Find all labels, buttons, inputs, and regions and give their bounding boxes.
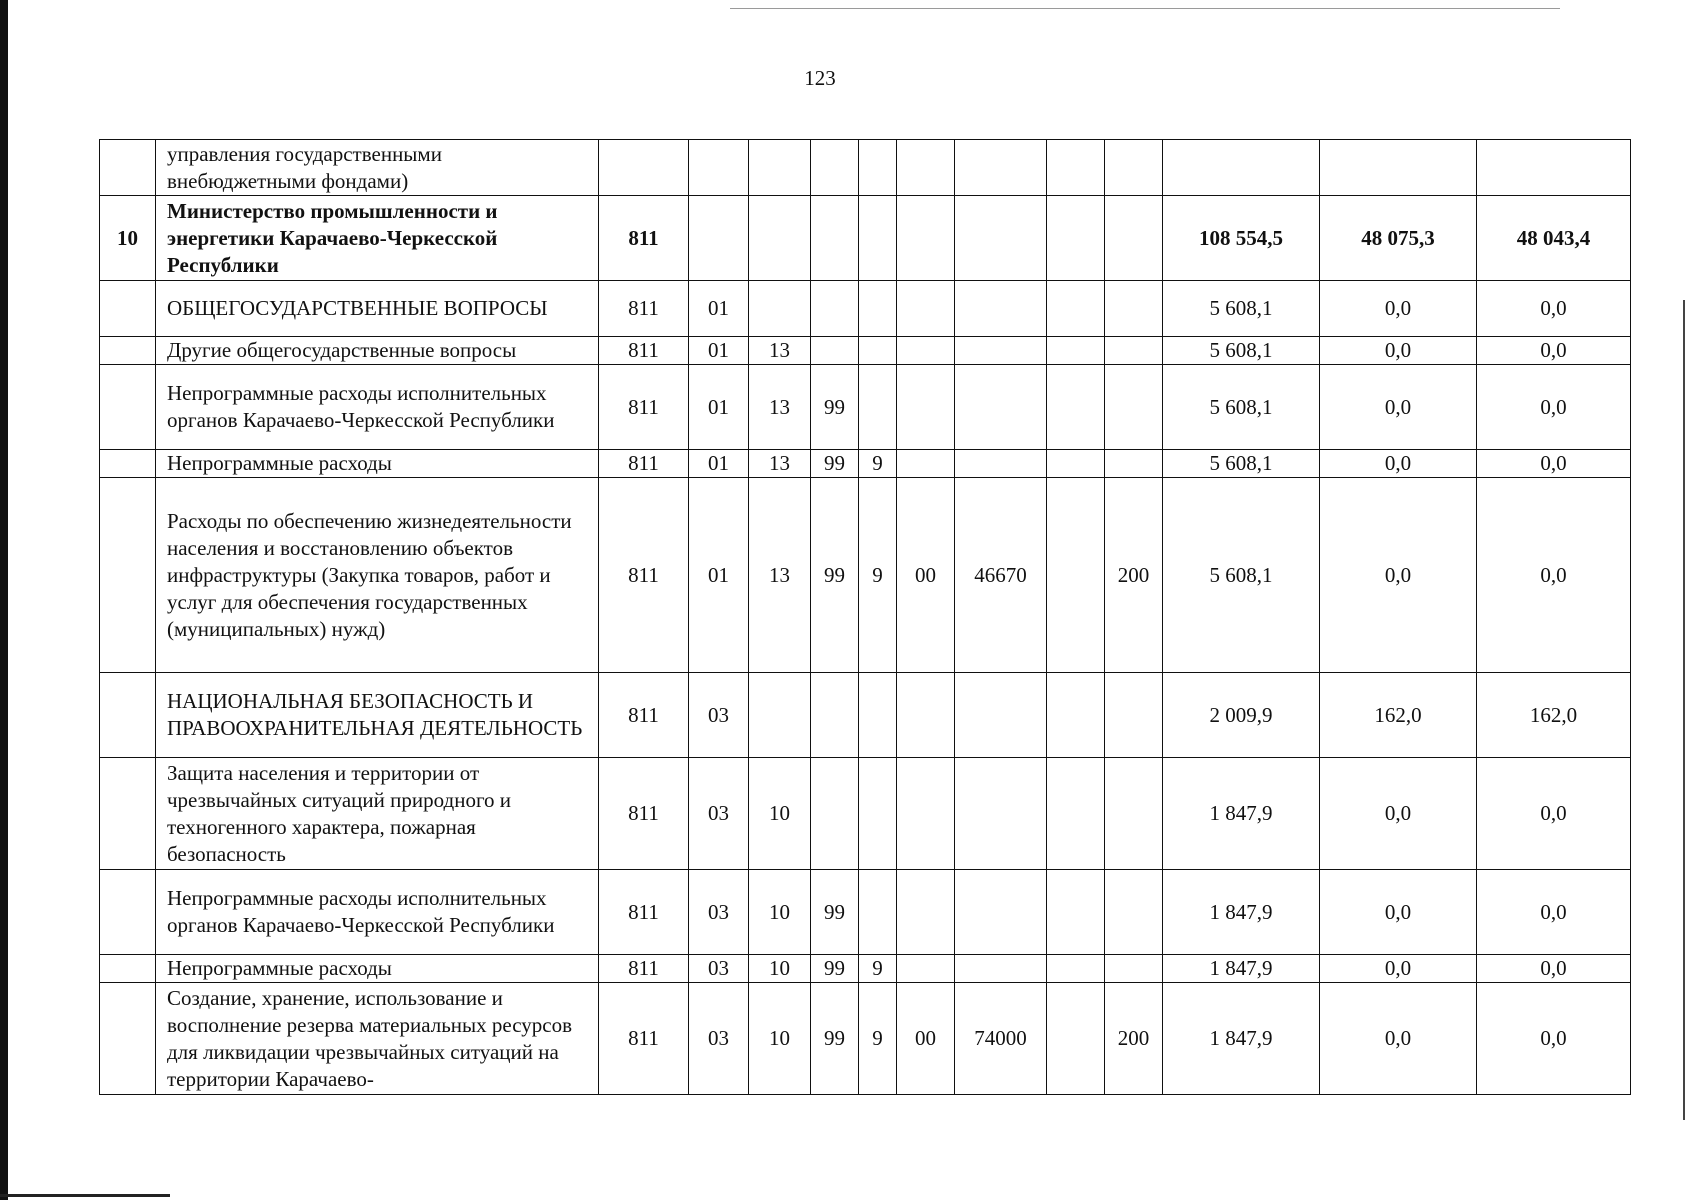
expense-type-cell <box>1105 870 1163 955</box>
code-cell: 811 <box>599 955 689 983</box>
subprogram-cell: 9 <box>859 478 897 673</box>
section-cell <box>689 140 749 196</box>
code-cell: 811 <box>599 983 689 1095</box>
extra-code-cell <box>1047 478 1105 673</box>
code-cell: 811 <box>599 478 689 673</box>
amount-year1-cell: 1 847,9 <box>1163 955 1320 983</box>
subprogram-cell <box>859 196 897 281</box>
row-name-cell: Расходы по обеспечению жизнедеятельности населения и восстановлению объектов инфраструктуры (Закупка товаров, работ и услуг для обеспечения государственных (муниципальных) нужд) <box>156 478 599 673</box>
target-item-cell <box>955 365 1047 450</box>
code-cell: 811 <box>599 450 689 478</box>
subprogram-cell <box>859 758 897 870</box>
row-name-cell: Непрограммные расходы исполнительных органов Карачаево-Черкесской Республики <box>156 365 599 450</box>
subsection-cell: 13 <box>749 365 811 450</box>
extra-code-cell <box>1047 281 1105 337</box>
program-cell: 99 <box>811 983 859 1095</box>
direction-cell <box>897 281 955 337</box>
section-cell: 03 <box>689 983 749 1095</box>
expense-type-cell <box>1105 758 1163 870</box>
expense-type-cell <box>1105 281 1163 337</box>
code-cell: 811 <box>599 758 689 870</box>
extra-code-cell <box>1047 140 1105 196</box>
row-number-cell <box>100 365 156 450</box>
row-number-cell <box>100 870 156 955</box>
amount-year2-cell: 0,0 <box>1320 983 1477 1095</box>
amount-year1-cell: 5 608,1 <box>1163 281 1320 337</box>
row-number-cell <box>100 983 156 1095</box>
program-cell: 99 <box>811 478 859 673</box>
amount-year1-cell: 1 847,9 <box>1163 870 1320 955</box>
direction-cell <box>897 196 955 281</box>
table-row <box>100 140 1631 196</box>
table-row <box>100 673 1631 758</box>
amount-year3-cell: 0,0 <box>1477 337 1631 365</box>
row-number-cell <box>100 140 156 196</box>
expense-type-cell: 200 <box>1105 478 1163 673</box>
amount-year2-cell: 0,0 <box>1320 365 1477 450</box>
table-row <box>100 337 1631 365</box>
subprogram-cell <box>859 337 897 365</box>
extra-code-cell <box>1047 196 1105 281</box>
code-cell: 811 <box>599 365 689 450</box>
row-number-cell <box>100 478 156 673</box>
row-number-cell <box>100 758 156 870</box>
expense-type-cell: 200 <box>1105 983 1163 1095</box>
target-item-cell <box>955 758 1047 870</box>
row-name-cell: Защита населения и территории от чрезвычайных ситуаций природного и техногенного характера, пожарная безопасность <box>156 758 599 870</box>
row-number-cell <box>100 955 156 983</box>
section-cell: 01 <box>689 478 749 673</box>
amount-year3-cell: 0,0 <box>1477 955 1631 983</box>
extra-code-cell <box>1047 337 1105 365</box>
direction-cell: 00 <box>897 478 955 673</box>
table-row <box>100 870 1631 955</box>
program-cell <box>811 281 859 337</box>
target-item-cell <box>955 955 1047 983</box>
expense-type-cell <box>1105 955 1163 983</box>
subsection-cell <box>749 196 811 281</box>
amount-year3-cell: 0,0 <box>1477 870 1631 955</box>
row-number-cell <box>100 281 156 337</box>
amount-year1-cell: 5 608,1 <box>1163 450 1320 478</box>
table-row <box>100 450 1631 478</box>
row-number-cell <box>100 673 156 758</box>
scan-artifact-top-line <box>730 8 1560 9</box>
extra-code-cell <box>1047 365 1105 450</box>
row-name-cell: Создание, хранение, использование и восполнение резерва материальных ресурсов для ликвидации чрезвычайных ситуаций на территории Карачаево- <box>156 983 599 1095</box>
program-cell: 99 <box>811 955 859 983</box>
table-row <box>100 365 1631 450</box>
amount-year3-cell: 0,0 <box>1477 478 1631 673</box>
subsection-cell <box>749 281 811 337</box>
direction-cell <box>897 365 955 450</box>
extra-code-cell <box>1047 983 1105 1095</box>
expense-type-cell <box>1105 450 1163 478</box>
subsection-cell <box>749 673 811 758</box>
program-cell <box>811 673 859 758</box>
target-item-cell <box>955 337 1047 365</box>
amount-year3-cell: 48 043,4 <box>1477 196 1631 281</box>
subsection-cell: 13 <box>749 337 811 365</box>
amount-year1-cell: 2 009,9 <box>1163 673 1320 758</box>
row-name-cell: Непрограммные расходы <box>156 955 599 983</box>
table-row <box>100 758 1631 870</box>
row-number-cell: 10 <box>100 196 156 281</box>
amount-year3-cell <box>1477 140 1631 196</box>
amount-year2-cell: 48 075,3 <box>1320 196 1477 281</box>
amount-year1-cell: 5 608,1 <box>1163 478 1320 673</box>
direction-cell <box>897 955 955 983</box>
scan-artifact-bottom-edge <box>0 1194 170 1197</box>
direction-cell <box>897 673 955 758</box>
program-cell <box>811 758 859 870</box>
subprogram-cell <box>859 673 897 758</box>
target-item-cell <box>955 281 1047 337</box>
direction-cell <box>897 450 955 478</box>
program-cell <box>811 196 859 281</box>
program-cell: 99 <box>811 870 859 955</box>
expense-type-cell <box>1105 196 1163 281</box>
program-cell: 99 <box>811 450 859 478</box>
row-name-cell: Непрограммные расходы исполнительных органов Карачаево-Черкесской Республики <box>156 870 599 955</box>
program-cell <box>811 337 859 365</box>
row-name-cell: Другие общегосударственные вопросы <box>156 337 599 365</box>
amount-year1-cell: 5 608,1 <box>1163 337 1320 365</box>
table-row <box>100 478 1631 673</box>
amount-year2-cell: 0,0 <box>1320 281 1477 337</box>
amount-year1-cell: 5 608,1 <box>1163 365 1320 450</box>
table-row <box>100 281 1631 337</box>
subsection-cell: 10 <box>749 955 811 983</box>
code-cell <box>599 140 689 196</box>
amount-year2-cell <box>1320 140 1477 196</box>
amount-year2-cell: 162,0 <box>1320 673 1477 758</box>
scan-artifact-right-edge <box>1683 300 1685 1120</box>
amount-year2-cell: 0,0 <box>1320 955 1477 983</box>
code-cell: 811 <box>599 870 689 955</box>
row-name-cell: Министерство промышленности и энергетики Карачаево-Черкесской Республики <box>156 196 599 281</box>
section-cell: 01 <box>689 337 749 365</box>
scan-artifact-left-edge <box>0 0 8 1200</box>
extra-code-cell <box>1047 758 1105 870</box>
row-name-cell: управления государственными внебюджетными фондами) <box>156 140 599 196</box>
code-cell: 811 <box>599 673 689 758</box>
section-cell: 01 <box>689 281 749 337</box>
extra-code-cell <box>1047 870 1105 955</box>
amount-year1-cell: 1 847,9 <box>1163 983 1320 1095</box>
amount-year1-cell: 108 554,5 <box>1163 196 1320 281</box>
expense-type-cell <box>1105 673 1163 758</box>
target-item-cell <box>955 870 1047 955</box>
direction-cell <box>897 870 955 955</box>
section-cell: 03 <box>689 955 749 983</box>
code-cell: 811 <box>599 196 689 281</box>
direction-cell <box>897 140 955 196</box>
subprogram-cell <box>859 281 897 337</box>
expense-type-cell <box>1105 140 1163 196</box>
program-cell <box>811 140 859 196</box>
row-name-cell: Непрограммные расходы <box>156 450 599 478</box>
amount-year3-cell: 0,0 <box>1477 365 1631 450</box>
table-row <box>100 983 1631 1095</box>
target-item-cell: 74000 <box>955 983 1047 1095</box>
subsection-cell: 13 <box>749 450 811 478</box>
table-row <box>100 955 1631 983</box>
target-item-cell <box>955 140 1047 196</box>
section-cell: 01 <box>689 365 749 450</box>
amount-year2-cell: 0,0 <box>1320 337 1477 365</box>
budget-table-body <box>100 140 1631 1095</box>
section-cell: 01 <box>689 450 749 478</box>
row-name-cell: ОБЩЕГОСУДАРСТВЕННЫЕ ВОПРОСЫ <box>156 281 599 337</box>
table-row <box>100 196 1631 281</box>
subprogram-cell: 9 <box>859 955 897 983</box>
direction-cell: 00 <box>897 983 955 1095</box>
target-item-cell <box>955 450 1047 478</box>
subprogram-cell <box>859 140 897 196</box>
subsection-cell: 10 <box>749 758 811 870</box>
section-cell <box>689 196 749 281</box>
expense-type-cell <box>1105 337 1163 365</box>
amount-year3-cell: 0,0 <box>1477 983 1631 1095</box>
section-cell: 03 <box>689 758 749 870</box>
subsection-cell: 10 <box>749 983 811 1095</box>
code-cell: 811 <box>599 337 689 365</box>
amount-year3-cell: 162,0 <box>1477 673 1631 758</box>
page-number: 123 <box>804 66 836 90</box>
direction-cell <box>897 758 955 870</box>
subsection-cell: 10 <box>749 870 811 955</box>
target-item-cell <box>955 196 1047 281</box>
amount-year2-cell: 0,0 <box>1320 478 1477 673</box>
amount-year2-cell: 0,0 <box>1320 870 1477 955</box>
amount-year2-cell: 0,0 <box>1320 758 1477 870</box>
amount-year3-cell: 0,0 <box>1477 758 1631 870</box>
amount-year1-cell: 1 847,9 <box>1163 758 1320 870</box>
amount-year1-cell <box>1163 140 1320 196</box>
subprogram-cell <box>859 870 897 955</box>
section-cell: 03 <box>689 673 749 758</box>
row-name-cell: НАЦИОНАЛЬНАЯ БЕЗОПАСНОСТЬ И ПРАВООХРАНИТЕЛЬНАЯ ДЕЯТЕЛЬНОСТЬ <box>156 673 599 758</box>
amount-year3-cell: 0,0 <box>1477 281 1631 337</box>
subprogram-cell: 9 <box>859 983 897 1095</box>
section-cell: 03 <box>689 870 749 955</box>
subprogram-cell: 9 <box>859 450 897 478</box>
amount-year3-cell: 0,0 <box>1477 450 1631 478</box>
expense-type-cell <box>1105 365 1163 450</box>
program-cell: 99 <box>811 365 859 450</box>
extra-code-cell <box>1047 955 1105 983</box>
budget-table <box>99 139 1631 1095</box>
row-number-cell <box>100 450 156 478</box>
code-cell: 811 <box>599 281 689 337</box>
subprogram-cell <box>859 365 897 450</box>
extra-code-cell <box>1047 673 1105 758</box>
subsection-cell <box>749 140 811 196</box>
amount-year2-cell: 0,0 <box>1320 450 1477 478</box>
subsection-cell: 13 <box>749 478 811 673</box>
target-item-cell: 46670 <box>955 478 1047 673</box>
row-number-cell <box>100 337 156 365</box>
direction-cell <box>897 337 955 365</box>
target-item-cell <box>955 673 1047 758</box>
extra-code-cell <box>1047 450 1105 478</box>
